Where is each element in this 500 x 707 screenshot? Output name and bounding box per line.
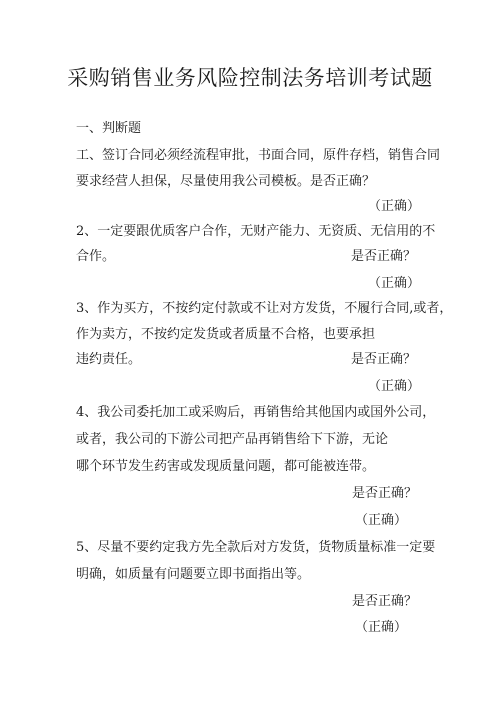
question-5-answer: （正确） bbox=[355, 620, 408, 635]
question-1-line-2: 要求经营人担保，尽量使用我公司模板。是否正确？ bbox=[76, 174, 376, 189]
question-4-line-2: 或者，我公司的下游公司把产品再销售给下下游，无论 bbox=[76, 432, 389, 447]
section-heading: 一、判断题 bbox=[76, 121, 142, 136]
question-2-answer: （正确） bbox=[368, 276, 421, 291]
question-1-answer: （正确） bbox=[368, 199, 421, 214]
question-3-line-2: 作为卖方，不按约定发货或者质量不合格，也要承担 bbox=[76, 327, 376, 342]
question-2-prompt: 是否正确？ bbox=[351, 249, 417, 264]
question-5-prompt: 是否正确？ bbox=[352, 594, 418, 609]
question-3-prompt: 是否正确？ bbox=[351, 352, 417, 367]
question-3-line-1: 3、作为买方，不按约定付款或不让对方发货，不履行合同,或者， bbox=[76, 301, 453, 316]
question-2-line-2: 合作。 bbox=[76, 249, 116, 264]
question-4-answer: （正确） bbox=[355, 513, 408, 528]
question-4-line-3: 哪个环节发生药害或发现质量问题，都可能被连带。 bbox=[76, 459, 376, 474]
document-title: 采购销售业务风险控制法务培训考试题 bbox=[67, 66, 433, 90]
question-2-line-1: 2、一定要跟优质客户合作，无财产能力、无资质、无信用的不 bbox=[76, 224, 436, 239]
question-5-line-2: 明确，如质量有问题要立即书面指出等。 bbox=[76, 567, 311, 582]
question-1-line-1: 工、签订合同必须经流程审批，书面合同，原件存档，销售合同 bbox=[76, 148, 441, 163]
question-5-line-1: 5、尽量不要约定我方先全款后对方发货，货物质量标准一定要 bbox=[76, 540, 436, 555]
question-4-line-1: 4、我公司委托加工或采购后，再销售给其他国内或国外公司， bbox=[76, 405, 436, 420]
question-3-answer: （正确） bbox=[368, 379, 421, 394]
question-4-prompt: 是否正确？ bbox=[352, 486, 418, 501]
question-3-line-3: 违约责任。 bbox=[76, 352, 142, 367]
